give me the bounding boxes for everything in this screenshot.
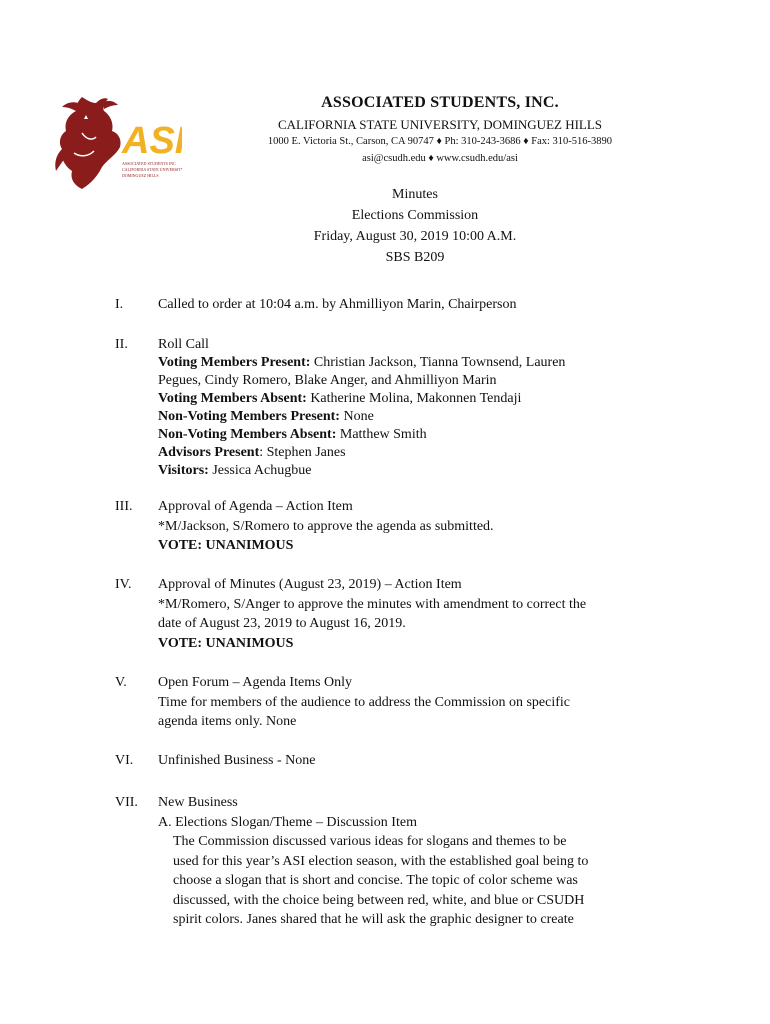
section-number: I.: [115, 297, 124, 312]
section-roll-call: [115, 336, 740, 480]
open-forum-text-cont: agenda items only. None: [158, 714, 297, 729]
nonvoting-present-label: Non-Voting Members Present:: [158, 409, 340, 424]
commission-name: Elections Commission: [351, 208, 479, 223]
voting-present-names-cont: Pegues, Cindy Romero, Blake Anger, and Ahmilliyon Marin: [158, 373, 497, 388]
voting-absent-label: Voting Members Absent:: [158, 391, 307, 406]
doc-title: Minutes: [392, 187, 438, 202]
new-business-item-a: A. Elections Slogan/Theme – Discussion Item: [158, 814, 417, 830]
new-business-paragraph: choose a slogan that is short and concise. The topic of color scheme was: [173, 873, 578, 888]
nonvoting-absent-label: Non-Voting Members Absent:: [158, 427, 337, 442]
section-approval-minutes: [115, 575, 740, 653]
section-number: II.: [115, 337, 128, 352]
svg-text:CALIFORNIA STATE UNIVERSITY: CALIFORNIA STATE UNIVERSITY: [122, 167, 182, 172]
minutes-vote: VOTE: UNANIMOUS: [158, 635, 294, 651]
new-business-title: New Business: [158, 795, 238, 810]
voting-present-names: Christian Jackson, Tianna Townsend, Lauren: [310, 355, 566, 370]
section-number: IV.: [115, 577, 132, 592]
visitors-line: [158, 462, 740, 480]
meeting-date: Friday, August 30, 2019 10:00 A.M.: [313, 229, 517, 244]
section-new-business: [115, 793, 740, 930]
advisors-names: : Stephen Janes: [259, 445, 346, 460]
minutes-motion: *M/Romero, S/Anger to approve the minutes with amendment to correct the: [158, 596, 587, 612]
advisors-label: Advisors Present: [158, 445, 260, 460]
org-name: ASSOCIATED STUDENTS, INC.: [321, 94, 559, 111]
open-forum-title: Open Forum – Agenda Items Only: [158, 675, 353, 690]
section-number: VII.: [115, 795, 138, 810]
voting-present-line: [158, 354, 740, 372]
open-forum-text: Time for members of the audience to address the Commission on specific: [158, 694, 571, 710]
visitors-names: Jessica Achugbue: [208, 463, 312, 478]
section-number: III.: [115, 499, 133, 514]
call-to-order-text: Called to order at 10:04 a.m. by Ahmilliyon Marin, Chairperson: [158, 297, 517, 312]
meeting-room: SBS B209: [385, 250, 445, 265]
section-number: V.: [115, 675, 127, 690]
minutes-motion-cont: date of August 23, 2019 to August 16, 2019.: [158, 616, 406, 631]
advisors-line: [158, 444, 740, 462]
agenda-title: Approval of Agenda – Action Item: [158, 499, 353, 514]
university-name: CALIFORNIA STATE UNIVERSITY, DOMINGUEZ HILLS: [277, 117, 603, 132]
asi-logo: [52, 93, 182, 195]
voting-absent-line: [158, 390, 740, 408]
new-business-paragraph: spirit colors. Janes shared that he will ask the graphic designer to create: [173, 912, 574, 927]
visitors-label: Visitors:: [158, 463, 209, 478]
nonvoting-absent-names: Matthew Smith: [336, 427, 427, 442]
new-business-paragraph: discussed, with the choice being between red, white, and blue or CSUDH: [173, 892, 585, 908]
nonvoting-present-line: [158, 408, 740, 426]
contact-line: asi@csudh.edu ♦ www.csudh.edu/asi: [362, 153, 518, 164]
roll-call-title: Roll Call: [158, 337, 209, 352]
unfinished-business-text: Unfinished Business - None: [158, 753, 316, 768]
address-line: 1000 E. Victoria St., Carson, CA 90747 ♦ Ph: 310-243-3686 ♦ Fax: 310-516-3890: [267, 136, 613, 147]
new-business-paragraph: used for this year’s ASI election season, with the established goal being to: [173, 853, 589, 869]
minutes-title: Approval of Minutes (August 23, 2019) – Action Item: [158, 577, 462, 592]
svg-text:DOMINGUEZ HILLS: DOMINGUEZ HILLS: [122, 173, 159, 178]
agenda-motion: *M/Jackson, S/Romero to approve the agenda as submitted.: [158, 518, 494, 534]
voting-absent-names: Katherine Molina, Makonnen Tendaji: [306, 391, 522, 406]
logo-text: ASI: [122, 120, 182, 162]
new-business-paragraph: The Commission discussed various ideas for slogans and themes to be: [173, 834, 567, 849]
section-open-forum: [115, 673, 740, 732]
voting-present-label: Voting Members Present:: [158, 355, 311, 370]
svg-text:ASSOCIATED STUDENTS INC: ASSOCIATED STUDENTS INC: [122, 161, 176, 166]
section-unfinished-business: [115, 752, 740, 770]
section-number: VI.: [115, 753, 134, 768]
section-approval-agenda: [115, 497, 740, 556]
agenda-vote: VOTE: UNANIMOUS: [158, 538, 294, 553]
nonvoting-present-names: None: [339, 409, 374, 424]
nonvoting-absent-line: [158, 426, 740, 444]
section-call-to-order: [115, 296, 740, 314]
